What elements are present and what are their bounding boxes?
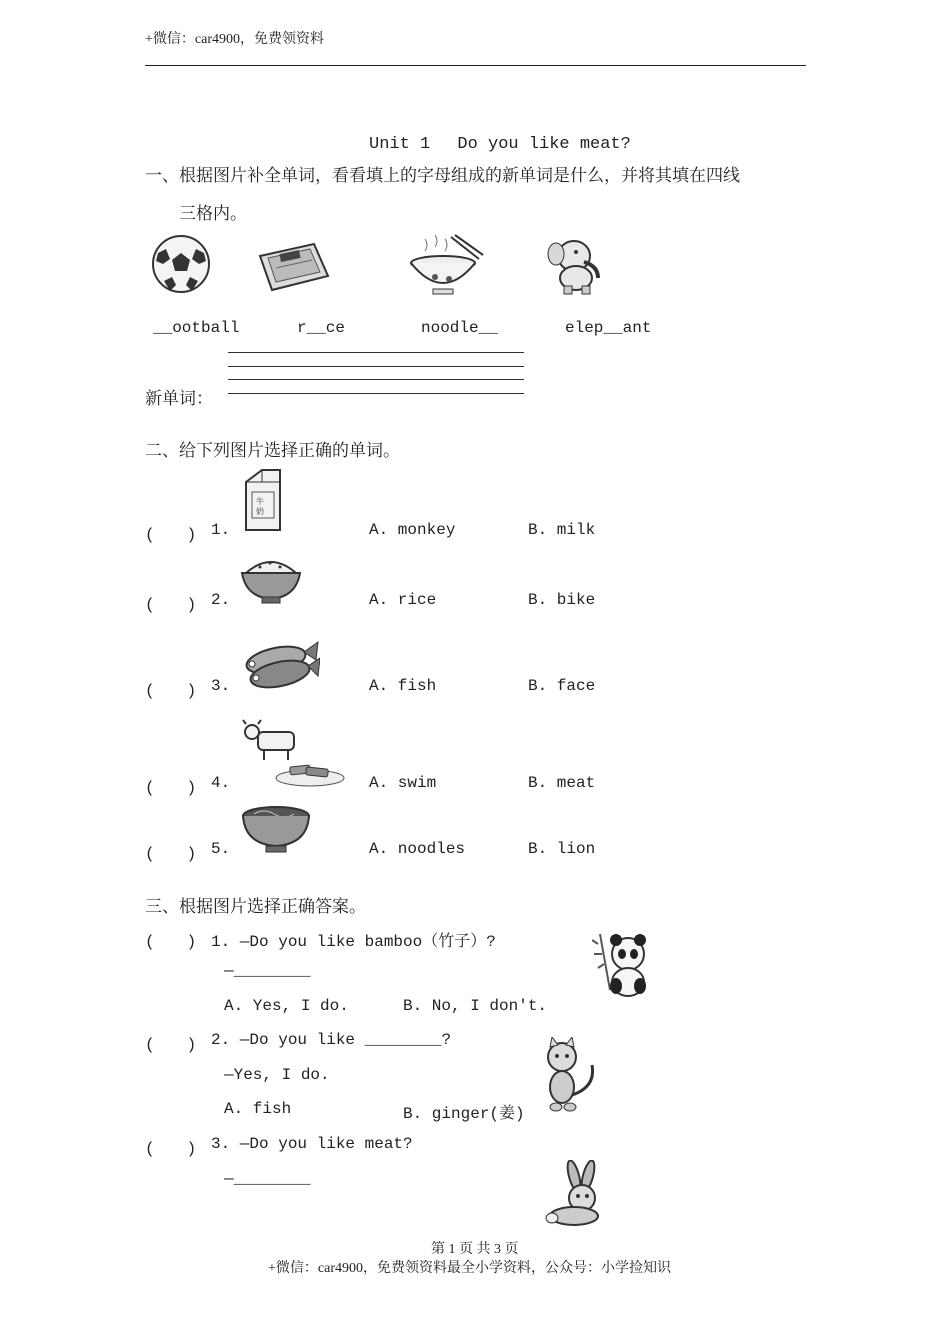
question-number: 2. — [211, 591, 231, 609]
option-b: B. face — [528, 677, 596, 695]
section2-heading: 二、给下列图片选择正确的单词。 — [145, 441, 400, 460]
answer-line: —________ — [224, 1170, 311, 1188]
option-a: A. swim — [369, 774, 437, 792]
option-a: A. noodles — [369, 840, 466, 858]
milk-carton-image — [240, 466, 286, 534]
question-number: 3. — [211, 677, 231, 695]
question-number: 4. — [211, 774, 231, 792]
page-number: 第 1 页 共 3 页 — [431, 1242, 519, 1257]
football-image — [150, 233, 212, 295]
rice-bowl-image — [240, 551, 302, 605]
answer-blank[interactable]: ( ) — [145, 933, 197, 951]
elephant-image — [544, 234, 612, 296]
new-word-label: 新单词： — [145, 389, 213, 408]
answer-blank[interactable]: ( ) — [145, 845, 197, 863]
option-a: A. fish — [369, 677, 437, 695]
option-b: B. ginger(姜) — [403, 1105, 525, 1123]
section1-heading: 一、根据图片补全单词，看看填上的字母组成的新单词是什么，并将其填在四线 — [145, 166, 740, 185]
fish-image — [240, 634, 320, 694]
question-number: 5. — [211, 840, 231, 858]
noodle-bowl-image — [405, 233, 485, 297]
four-line-grid-line-1 — [228, 352, 524, 353]
four-line-grid-line-2 — [228, 366, 524, 367]
answer-blank[interactable]: ( ) — [145, 596, 197, 614]
option-b: B. meat — [528, 774, 596, 792]
option-b: B. lion — [528, 840, 596, 858]
answer-blank[interactable]: ( ) — [145, 1036, 197, 1054]
word-rice: r__ce — [297, 319, 346, 337]
header-rule — [145, 65, 806, 66]
word-elephant: elep__ant — [565, 319, 652, 337]
header-note: +微信：car4900，免费领资料 — [145, 32, 324, 47]
answer-blank[interactable]: ( ) — [145, 526, 197, 544]
option-b: B. bike — [528, 591, 596, 609]
svg-text:奶: 奶 — [256, 507, 264, 516]
answer-blank[interactable]: ( ) — [145, 779, 197, 797]
question-stem: 2. —Do you like ________? — [211, 1031, 452, 1049]
panda-image — [592, 930, 656, 1000]
cat-image — [538, 1037, 602, 1117]
option-a: A. monkey — [369, 521, 456, 539]
rabbit-image — [544, 1160, 618, 1230]
option-a: A. rice — [369, 591, 437, 609]
question-stem: 1. —Do you like bamboo（竹子）? — [211, 933, 496, 951]
question-stem: 3. —Do you like meat? — [211, 1135, 413, 1153]
page-title: Unit 1 Do you like meat? — [369, 135, 631, 154]
answer-line: —Yes, I do. — [224, 1066, 330, 1084]
word-football: __ootball — [153, 319, 240, 337]
answer-blank[interactable]: ( ) — [145, 682, 197, 700]
word-noodle: noodle__ — [421, 319, 498, 337]
question-number: 1. — [211, 521, 231, 539]
answer-blank[interactable]: ( ) — [145, 1140, 197, 1158]
answer-line: —________ — [224, 962, 311, 980]
cow-and-meat-image — [240, 718, 348, 788]
rice-box-image — [256, 238, 332, 294]
section1-heading-cont: 三格内。 — [179, 204, 247, 223]
section3-heading: 三、根据图片选择正确答案。 — [145, 897, 366, 916]
four-line-grid-line-4 — [228, 393, 524, 394]
svg-text:牛: 牛 — [256, 497, 264, 506]
option-a: A. Yes, I do. — [224, 997, 349, 1015]
option-a: A. fish — [224, 1100, 292, 1118]
footer-note: +微信：car4900，免费领资料最全小学资料，公众号：小学捡知识 — [268, 1261, 671, 1276]
option-b: B. milk — [528, 521, 596, 539]
option-b: B. No, I don't. — [403, 997, 548, 1015]
noodles-bowl-image — [240, 800, 314, 856]
four-line-grid-line-3 — [228, 379, 524, 380]
